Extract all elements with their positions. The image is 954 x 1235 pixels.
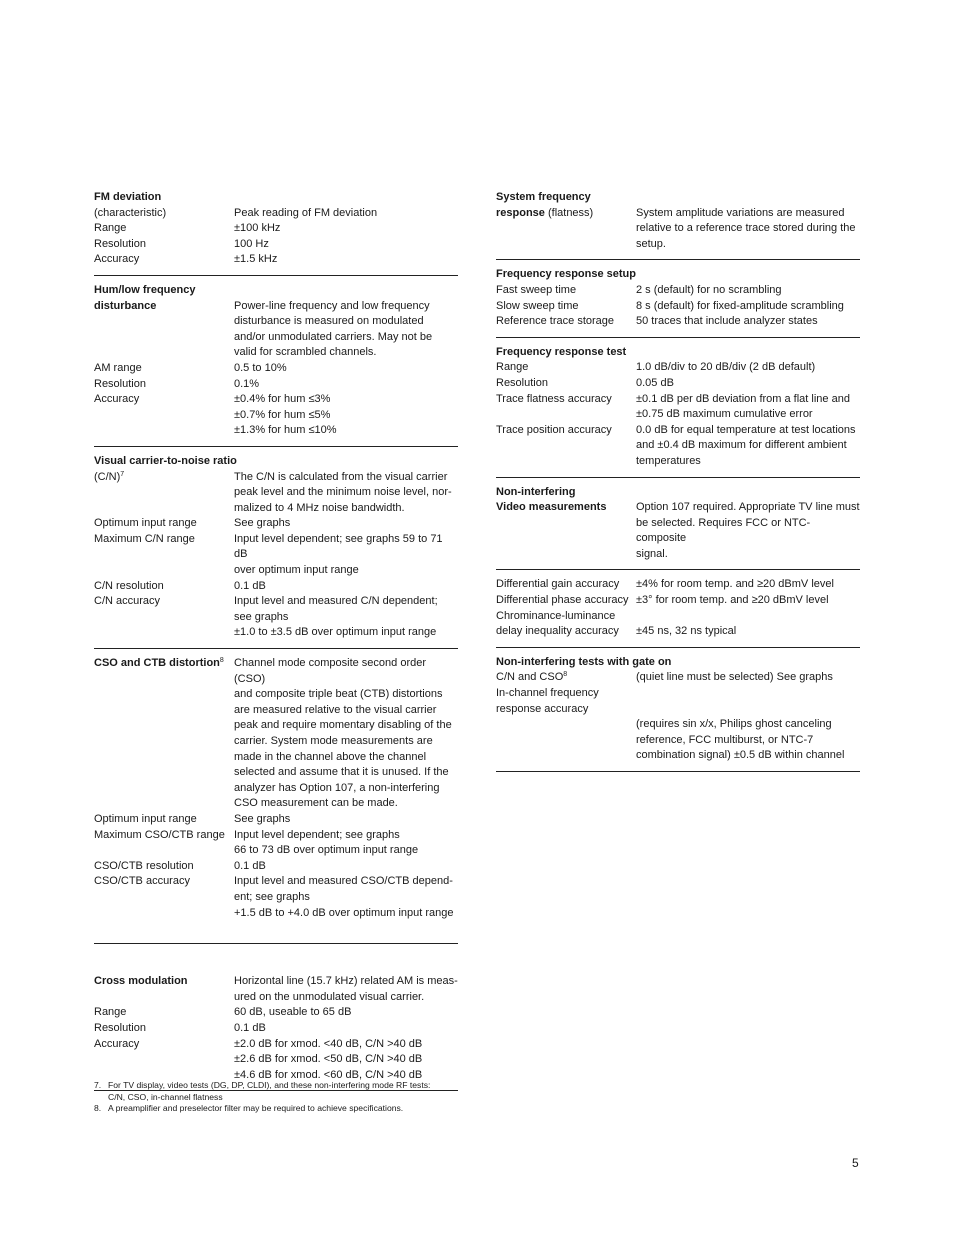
spec-value: 0.1% [234,377,260,390]
spec-row [94,237,458,253]
spec-label [94,377,234,393]
page-number: 5 [852,1156,859,1170]
spec-label [496,299,636,315]
spec-label-text: Accuracy [94,253,140,266]
spec-label [496,485,636,501]
spec-label [94,828,234,859]
spec-value: ±0.1 dB per dB deviation from a flat line and ±0.75 dB maximum cumulative error [636,392,850,421]
spec-label-text: C/N and CSO [496,671,564,684]
spec-label [94,237,234,253]
footnote-text: A preamplifier and preselector filter may be required to achieve specifications. [108,1103,404,1113]
spec-row [94,1037,458,1084]
spec-label-text: FM deviation [94,191,162,203]
spec-label [94,974,234,1005]
spec-label-text: In-channel frequency [496,687,599,700]
spec-label-text: Frequency response setup [496,268,636,281]
footnote-ref: 8 [563,671,568,679]
spec-value: Power-line frequency and low frequency disturbance is measured on modulated and/or unmodulated carriers. May not be valid for scrambled channels. [234,299,433,359]
spec-row [496,609,860,625]
spec-value: System amplitude variations are measured relative to a reference trace stored during the setup. [636,206,856,250]
spec-row [94,859,458,875]
spec-value: The C/N is calculated from the visual carrier peak level and the minimum noise level, nor- malized to 4 MHz noise bandwidth. [234,470,452,514]
spec-label-text: delay inequality accuracy [496,625,619,638]
spec-row [496,190,860,206]
spec-section [94,283,458,447]
spec-label [496,423,636,470]
spec-label [94,470,234,517]
spec-label [94,594,234,641]
spec-row [94,812,458,828]
spec-row [496,283,860,299]
spec-label-text: System frequency [496,191,591,203]
spec-section [496,655,860,772]
footnote-number: 7. [94,1080,102,1090]
spec-label-text: C/N accuracy [94,595,161,608]
spec-label [496,267,636,283]
spec-value [234,283,458,299]
spec-label-text: Cross modulation [94,975,188,988]
spec-row [94,221,458,237]
spec-value: 0.1 dB [234,579,266,592]
left-column [94,190,458,1098]
spec-label-text: Range [496,361,529,374]
spec-label [94,1037,234,1084]
spec-label-text: CSO and CTB distortion [94,657,220,670]
spec-row [496,624,860,640]
spec-section [496,190,860,260]
spec-label [94,392,234,439]
spec-value: Input level and measured CSO/CTB depend- ent; see graphs +1.5 dB to +4.0 dB over optimum input range [234,875,454,919]
spec-value: 60 dB, useable to 65 dB [234,1006,352,1019]
spec-row [496,345,860,361]
spec-label [94,454,237,470]
spec-value: Option 107 required. Appropriate TV line must be selected. Requires FCC or NTC-composite signal. [636,501,860,560]
spec-value: ±4% for room temp. and ≥20 dBmV level [636,578,834,591]
spec-row [94,594,458,641]
spec-value: ±1.5 kHz [234,253,278,266]
spec-label [94,283,234,299]
spec-row [496,267,860,283]
spec-row [94,656,458,812]
spec-label-text: Differential gain accuracy [496,578,620,591]
spec-row [94,283,458,299]
spec-label-text: Accuracy [94,1037,140,1050]
spec-row [94,874,458,921]
spec-label-text: Trace flatness accuracy [496,392,612,405]
spec-label [94,1005,234,1021]
spec-section [94,951,458,1091]
spec-label [94,206,234,222]
spec-label [496,500,636,562]
spec-row [496,593,860,609]
spec-row [496,702,860,764]
spec-row [496,686,860,702]
spec-label-text: Trace position accuracy [496,423,612,436]
spec-value [234,190,458,206]
right-column [496,190,860,779]
spec-label-text: Visual carrier-to-noise ratio [94,454,237,467]
spec-value: ±100 kHz [234,222,281,235]
spec-label [496,190,636,206]
spec-label-text: C/N resolution [94,579,164,592]
spec-label-text: Non-interfering tests with gate on [496,655,672,668]
spec-value: See graphs [234,812,291,825]
spec-label-text: Maximum C/N range [94,532,195,545]
spec-value: 100 Hz [234,237,269,250]
spec-label [496,577,636,593]
spec-label-text: Resolution [496,376,548,389]
spec-label-text: Optimum input range [94,517,197,530]
spec-label [496,655,671,671]
footnote [94,1103,474,1115]
spec-value: Input level and measured C/N dependent; see graphs ±1.0 to ±3.5 dB over optimum input range [234,595,438,639]
spec-value: 1.0 dB/div to 20 dB/div (2 dB default) [636,361,816,374]
spec-value: Horizontal line (15.7 kHz) related AM is meas- ured on the unmodulated visual carrier. [234,975,458,1003]
spec-label-text: response [496,206,545,219]
spec-label-text: Accuracy [94,393,140,406]
spec-value: Input level dependent; see graphs 59 to 71 dB over optimum input range [234,532,443,577]
spec-row [496,485,860,501]
spec-label [496,206,636,253]
spec-row [496,423,860,470]
spec-label [94,299,234,361]
spec-label [94,1021,234,1037]
spec-row [94,1021,458,1037]
spec-section [496,485,860,571]
spec-label-text: Resolution [94,1021,146,1034]
spec-label-text: Reference trace storage [496,315,615,328]
spec-value: 8 s (default) for fixed-amplitude scrambling [636,299,844,312]
spec-label [94,252,234,268]
spec-value: 0.1 dB [234,1021,266,1034]
spec-label-text: CSO/CTB accuracy [94,875,190,888]
spec-value [636,485,860,501]
spec-label [496,392,636,423]
spec-label [496,609,636,625]
spec-row [94,190,458,206]
spec-row [94,206,458,222]
spec-row [94,377,458,393]
spec-section [94,454,458,649]
spec-label-text: Frequency response test [496,345,627,358]
spec-section [496,267,860,337]
spec-label-text: AM range [94,361,142,374]
spec-value [636,609,860,625]
spec-label [94,812,234,828]
spec-label [496,686,636,702]
spec-row [94,392,458,439]
spec-row [496,670,860,686]
spec-label [496,593,636,609]
spec-label-text: response accuracy [496,702,589,715]
spec-value: 0.1 dB [234,859,266,872]
spec-row [94,532,458,579]
spec-label-text: Slow sweep time [496,299,579,312]
spec-row [496,206,860,253]
spec-value: 0.5 to 10% [234,361,287,374]
spec-label-text: disturbance [94,299,157,312]
spec-row [496,577,860,593]
spec-label [496,670,636,686]
spec-value: 2 s (default) for no scrambling [636,283,782,296]
spec-row [94,828,458,859]
spec-label-text: Hum/low frequency [94,283,196,296]
spec-row [94,252,458,268]
spec-value: ±45 ns, 32 ns typical [636,625,737,638]
spec-label [94,859,234,875]
spec-value: Channel mode composite second order (CSO) and composite triple beat (CTB) distortions are measured relative to the visual carrier peak and require momentary disabling of the carrier. System mode measurements are made in the channel above the channel selected and assume that it is unused. If the analyzer has Option 107, a non-interfering CSO measurement can be made. [234,657,452,810]
spec-section [496,577,860,647]
spec-label [496,376,636,392]
spec-row [94,299,458,361]
spec-value: ±2.0 dB for xmod. <40 dB, C/N >40 dB ±2.6 dB for xmod. <50 dB, C/N >40 dB ±4.6 dB for xmod. <60 dB, C/N >40 dB [234,1037,423,1081]
spec-value: See graphs [234,517,291,530]
spec-label-text: Resolution [94,237,146,250]
spec-label-suffix: (flatness) [544,206,594,219]
spec-row [94,974,458,1005]
spec-label [94,532,234,579]
spec-row [496,500,860,562]
spec-row [496,655,860,671]
footnote-text: For TV display, video tests (DG, DP, CLDI), and these non-interfering mode RF tests: C/N, CSO, in-channel flatness [108,1080,431,1102]
spec-row [94,470,458,517]
spec-row [496,392,860,423]
spec-value [636,190,860,206]
spec-label-text: Maximum CSO/CTB range [94,828,225,841]
footnote [94,1080,474,1103]
spec-value: Input level dependent; see graphs 66 to 73 dB over optimum input range [234,828,419,857]
spec-label [94,190,234,206]
spec-label [94,516,234,532]
spec-label [496,283,636,299]
spec-label [496,624,636,640]
spec-label [496,345,626,361]
spec-label [94,361,234,377]
spec-row [94,1005,458,1021]
spec-label-text: Non-interfering [496,485,576,498]
spec-label [94,221,234,237]
spec-row [496,299,860,315]
spec-value: (quiet line must be selected) See graphs [636,671,833,684]
spec-label-text: (characteristic) [94,206,167,219]
spec-label-text: Video measurements [496,501,607,514]
spec-row [496,376,860,392]
spec-value: 0.0 dB for equal temperature at test locations and ±0.4 dB maximum for different ambient temperatures [636,423,856,467]
spec-row [94,361,458,377]
spec-value: ±0.4% for hum ≤3% ±0.7% for hum ≤5% ±1.3% for hum ≤10% [234,393,337,437]
spec-label-text: Resolution [94,377,146,390]
spec-value: ±3° for room temp. and ≥20 dBmV level [636,594,829,607]
spec-section [94,656,458,944]
spec-label [496,360,636,376]
footnote-number: 8. [94,1103,102,1113]
spec-value: (requires sin x/x, Philips ghost canceling reference, FCC multiburst, or NTC-7 combination signal) ±0.5 dB within channel [636,718,845,762]
footnotes [94,1080,474,1115]
spec-label-text: (C/N) [94,470,121,483]
spec-label-text: Chrominance-luminance [496,609,616,622]
footnote-ref: 7 [120,470,125,478]
spec-label-text: CSO/CTB resolution [94,859,194,872]
spec-section [94,190,458,276]
spec-label-text: Optimum input range [94,812,197,825]
spec-label [496,702,636,764]
spec-value: 50 traces that include analyzer states [636,315,818,328]
spec-label-text: Range [94,222,127,235]
footnote-ref: 8 [219,657,224,665]
spec-value [636,686,860,702]
spec-value: 0.05 dB [636,376,674,389]
spec-row [496,360,860,376]
spec-label [94,579,234,595]
spec-label [94,656,234,812]
spec-label-text: Fast sweep time [496,283,577,296]
spec-label [496,314,636,330]
spec-row [94,516,458,532]
spec-label [94,874,234,921]
spec-section [496,345,860,478]
spec-value: Peak reading of FM deviation [234,206,378,219]
spec-label-text: Range [94,1006,127,1019]
spec-row [496,314,860,330]
spec-label-text: Differential phase accuracy [496,594,629,607]
spec-row [94,454,458,470]
spec-row [94,579,458,595]
